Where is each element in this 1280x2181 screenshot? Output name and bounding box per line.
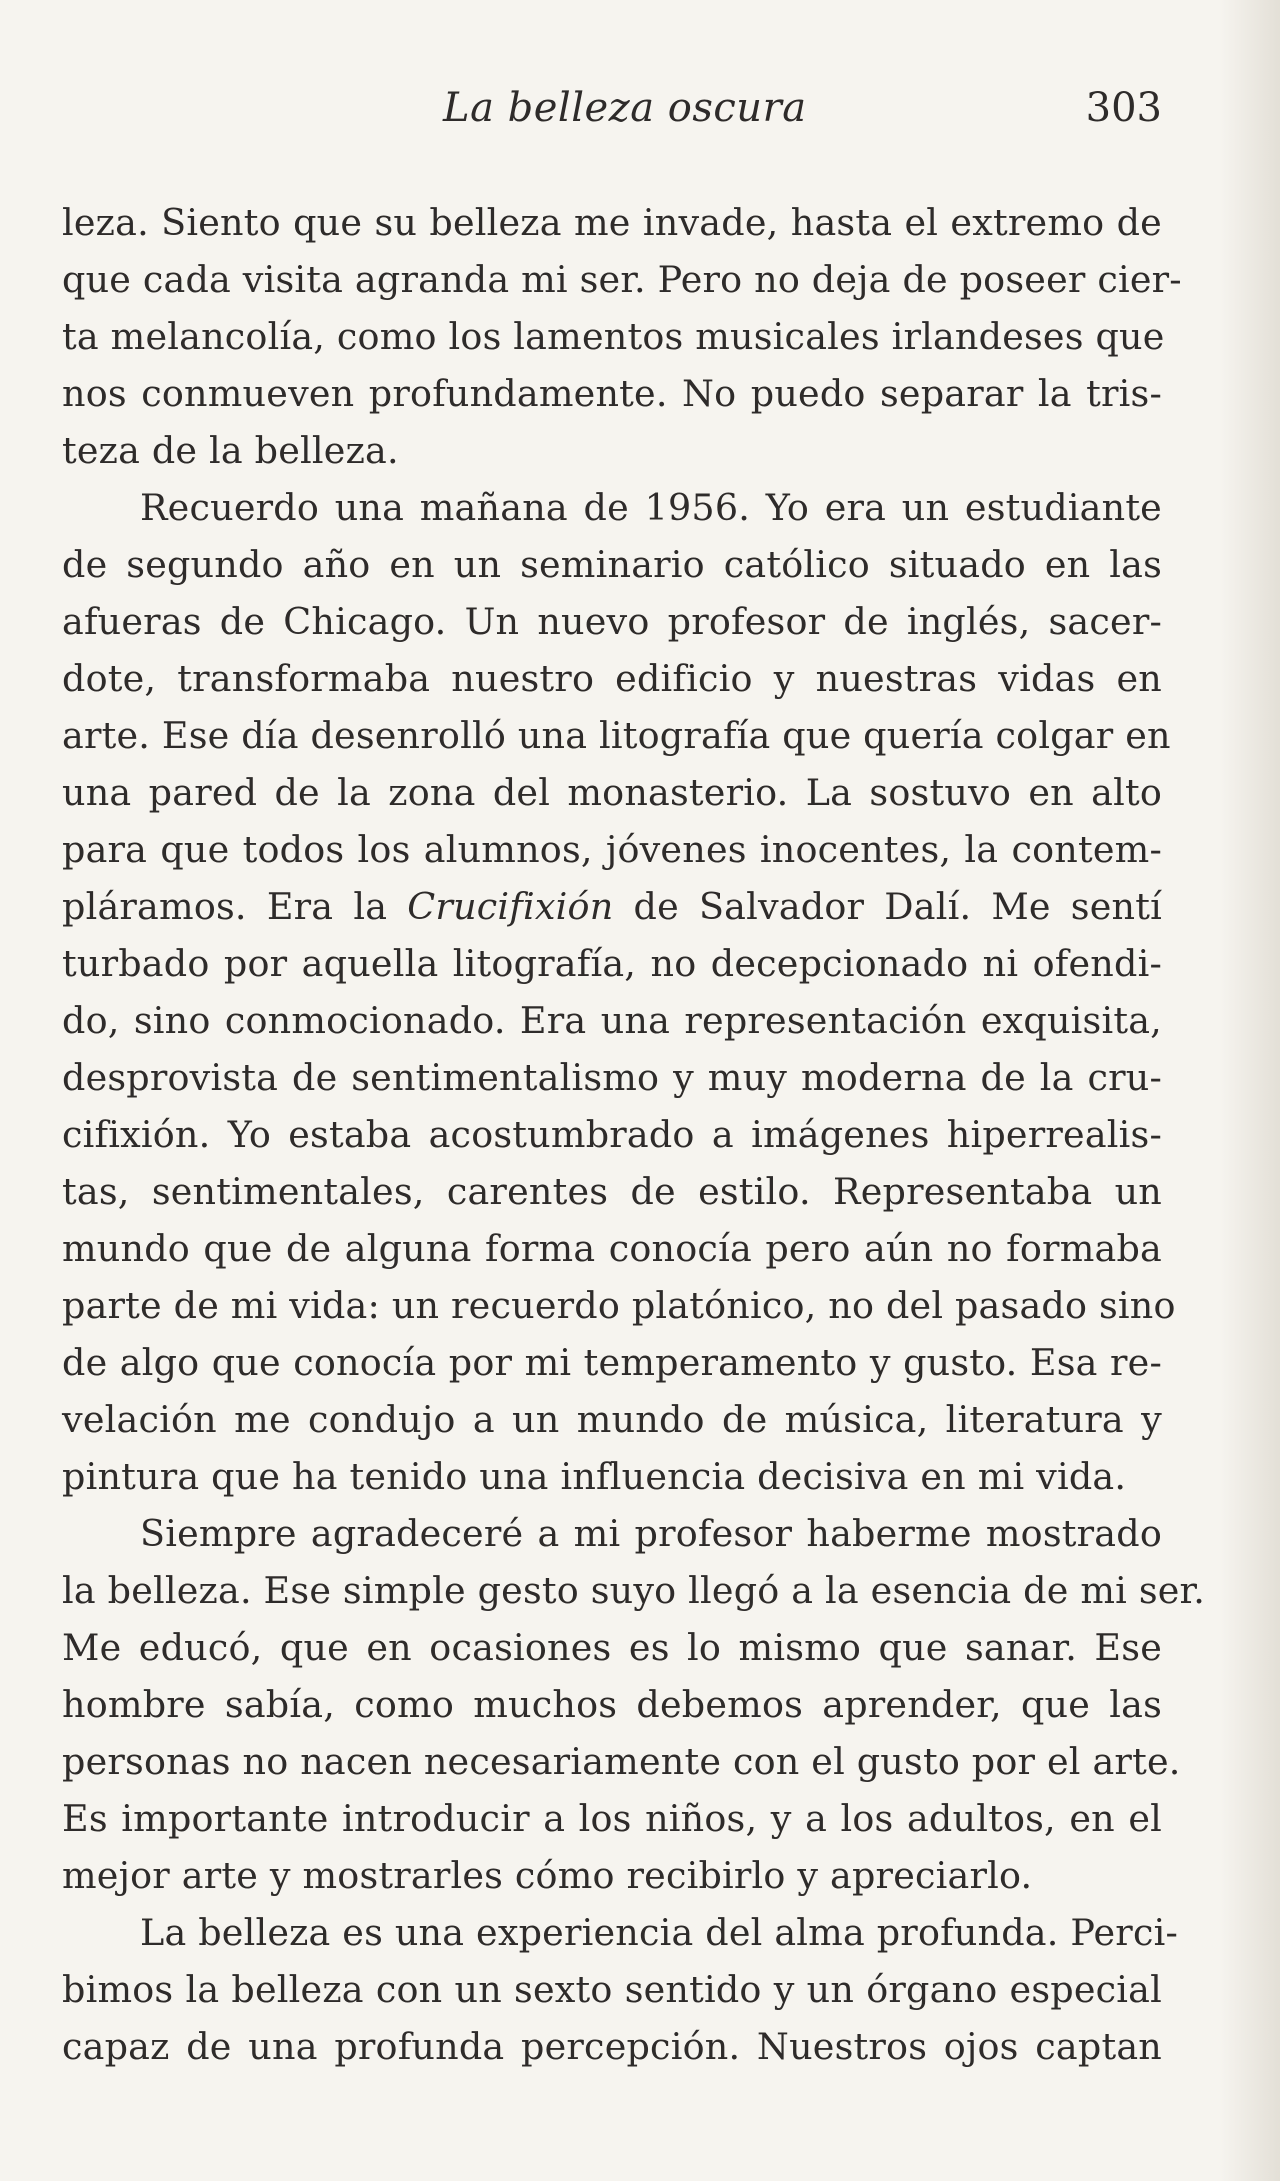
text-line: do, sino conmocionado. Era una representación exquisita, <box>62 999 1162 1042</box>
text-line: dote, transformaba nuestro edificio y nuestras vidas en <box>62 657 1162 700</box>
text-line: pintura que ha tenido una influencia decisiva en mi vida. <box>62 1455 1127 1498</box>
text-line: la belleza. Ese simple gesto suyo llegó a la esencia de mi ser. <box>62 1569 1205 1612</box>
text-line: leza. Siento que su belleza me invade, hasta el extremo de <box>62 201 1162 244</box>
text-line: hombre sabía, como muchos debemos aprender, que las <box>62 1683 1162 1726</box>
text-line: arte. Ese día desenrolló una litografía que quería colgar en <box>62 714 1171 757</box>
text-line: turbado por aquella litografía, no decepcionado ni ofendi- <box>62 942 1162 985</box>
text-line: una pared de la zona del monasterio. La sostuvo en alto <box>62 771 1162 814</box>
text-line: Me educó, que en ocasiones es lo mismo que sanar. Ese <box>62 1626 1162 1669</box>
text-line: que cada visita agranda mi ser. Pero no deja de poseer cier- <box>62 258 1182 301</box>
text-line: Recuerdo una mañana de 1956. Yo era un estudiante <box>140 486 1162 529</box>
artwork-title: Crucifixión <box>407 885 614 928</box>
text-line: bimos la belleza con un sexto sentido y un órgano especial <box>62 1968 1162 2011</box>
body-text <box>62 194 1205 2075</box>
text-segment: de Salvador Dalí. Me sentí <box>613 885 1162 928</box>
text-line: para que todos los alumnos, jóvenes inocentes, la contem- <box>62 828 1162 871</box>
page-header <box>0 78 1280 138</box>
text-line: de segundo año en un seminario católico situado en las <box>62 543 1162 586</box>
text-line: de algo que conocía por mi temperamento y gusto. Esa re- <box>62 1341 1162 1384</box>
text-line: mejor arte y mostrarles cómo recibirlo y apreciarlo. <box>62 1854 1033 1897</box>
text-line: velación me condujo a un mundo de música, literatura y <box>62 1398 1162 1441</box>
text-line: tas, sentimentales, carentes de estilo. Representaba un <box>62 1170 1162 1213</box>
text-line: capaz de una profunda percepción. Nuestros ojos captan <box>62 2025 1162 2068</box>
text-line: personas no nacen necesariamente con el gusto por el arte. <box>62 1740 1181 1783</box>
text-line: Es importante introducir a los niños, y a los adultos, en el <box>62 1797 1162 1840</box>
text-line <box>62 878 1162 935</box>
text-line: ta melancolía, como los lamentos musicales irlandeses que <box>62 315 1165 358</box>
text-line: afueras de Chicago. Un nuevo profesor de inglés, sacer- <box>62 600 1162 643</box>
text-line: parte de mi vida: un recuerdo platónico, no del pasado sino <box>62 1284 1176 1327</box>
text-line: nos conmueven profundamente. No puedo separar la tris- <box>62 372 1162 415</box>
page-number: 303 <box>1085 85 1162 131</box>
text-line: mundo que de alguna forma conocía pero aún no formaba <box>62 1227 1162 1270</box>
text-line: La belleza es una experiencia del alma profunda. Perci- <box>140 1911 1178 1954</box>
running-title: La belleza oscura <box>443 85 807 131</box>
text-line: cifixión. Yo estaba acostumbrado a imágenes hiperrealis- <box>62 1113 1162 1156</box>
text-line: desprovista de sentimentalismo y muy moderna de la cru- <box>62 1056 1162 1099</box>
text-line: Siempre agradeceré a mi profesor haberme mostrado <box>140 1512 1162 1555</box>
text-line: teza de la belleza. <box>62 429 399 472</box>
text-segment: pláramos. Era la <box>62 885 408 928</box>
page-edge-shadow <box>1220 0 1280 2181</box>
